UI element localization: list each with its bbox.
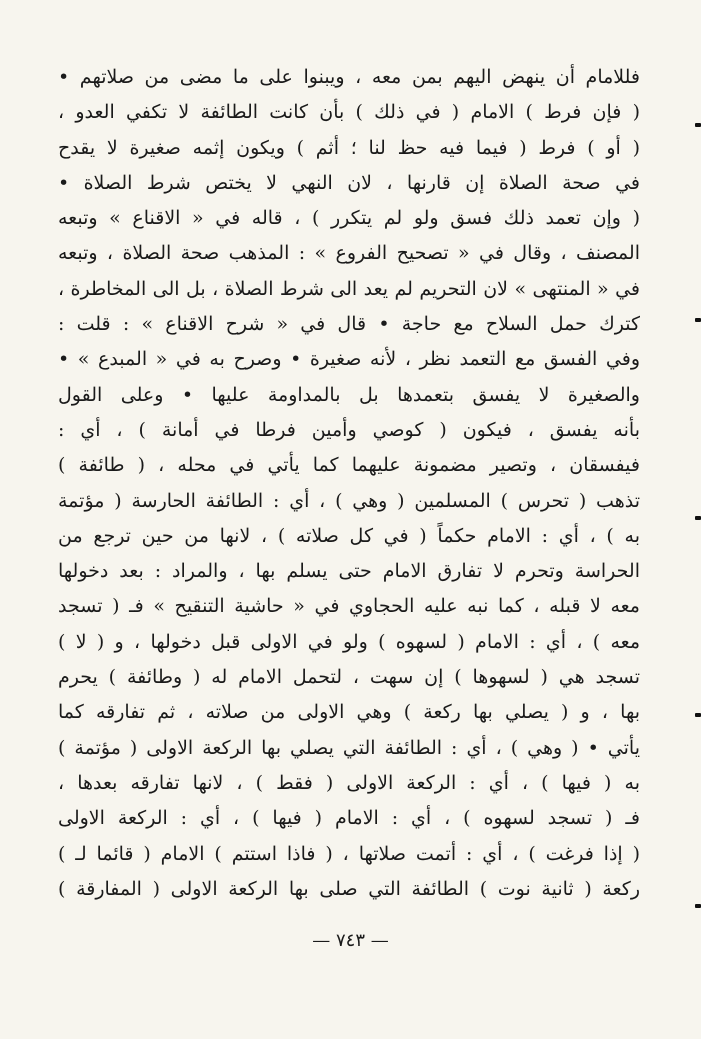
text-line: الحراسة وتحرم لا تفارق الامام حتى يسلم بها ، والمراد : بعد دخولها (58, 560, 640, 583)
text-line: فـ ( تسجد لسهوه ) ، أي : الامام ( فيها ) ، أي : الركعة الاولى (58, 807, 640, 830)
text-line: به ( فيها ) ، أي : الركعة الاولى ( فقط ) ، لانها تفارقه بعدها ، (58, 771, 640, 794)
text-line: به ) ، أي : الامام حكماً ( في كل صلاته ) ، لانها من حين ترجع من (58, 524, 640, 547)
text-line: في « المنتهى » لان التحريم لم يعد الى شرط الصلاة ، بل الى المخاطرة ، (58, 277, 640, 300)
text-line: ( إذا فرغت ) ، أي : أتمت صلاتها ، ( فاذا استتم ) الامام ( قائما لـ ) (58, 842, 640, 865)
text-line: كترك حمل السلاح مع حاجة • قال في « شرح الاقناع » : قلت : (58, 313, 640, 336)
text-line: معه لا قبله ، كما نبه عليه الحجاوي في « حاشية التنقيح » فـ ( تسجد (58, 595, 640, 618)
margin-mark (695, 904, 701, 908)
page-number: — ٧٤٣ — (312, 930, 389, 951)
text-line: معه ) ، أي : الامام ( لسهوه ) ولو في الاولى قبل دخولها ، و ( لا ) (58, 630, 640, 653)
text-line: تسجد هي ( لسهوها ) إن سهت ، لتحمل الامام له ( وطائفة ) يحرم (58, 666, 640, 689)
margin-mark (695, 516, 701, 520)
text-line: في صحة الصلاة إن قارنها ، لان النهي لا يختص شرط الصلاة • (58, 171, 640, 194)
text-line: فللامام أن ينهض اليهم بمن معه ، ويبنوا على ما مضى من صلاتهم • (58, 66, 640, 88)
margin-mark (695, 713, 701, 717)
text-line: بها ، و ( يصلي بها ركعة ) وهي الاولى من صلاته ، ثم تفارقه كما (58, 701, 640, 724)
text-line: فيفسقان ، وتصير مضمونة عليهما كما يأتي في محله ، ( طائفة ) (58, 454, 640, 477)
text-line: ( وإن تعمد ذلك فسق ولو لم يتكرر ) ، قاله في « الاقناع » وتبعه (58, 207, 640, 230)
body-text (58, 60, 640, 907)
text-line: وفي الفسق مع التعمد نظر ، لأنه صغيرة • وصرح به في « المبدع » • (58, 348, 640, 371)
margin-mark (695, 123, 701, 127)
margin-mark (695, 318, 701, 322)
text-line: ركعة ( ثانية نوت ) الطائفة التي صلى بها الركعة الاولى ( المفارقة ) (58, 877, 640, 900)
text-line: يأتي • ( وهي ) ، أي : الطائفة التي يصلي بها الركعة الاولى ( مؤتمة ) (58, 736, 640, 759)
text-line: ( فإن فرط ) الامام ( في ذلك ) بأن كانت الطائفة لا تكفي العدو ، (58, 101, 640, 124)
text-line: المصنف ، وقال في « تصحيح الفروع » : المذهب صحة الصلاة ، وتبعه (58, 242, 640, 265)
text-line: بأنه يفسق ، فيكون ( كوصي وأمين فرطا في أمانة ) ، أي : (58, 418, 640, 441)
text-line: تذهب ( تحرس ) المسلمين ( وهي ) ، أي : الطائفة الحارسة ( مؤتمة (58, 489, 640, 512)
text-line: ( أو ) فرط ( فيما فيه حظ لنا ؛ أثم ) ويكون إثمه صغيرة لا يقدح (58, 136, 640, 159)
text-line: والصغيرة لا يفسق بتعمدها بل بالمداومة عليها • وعلى القول (58, 383, 640, 406)
